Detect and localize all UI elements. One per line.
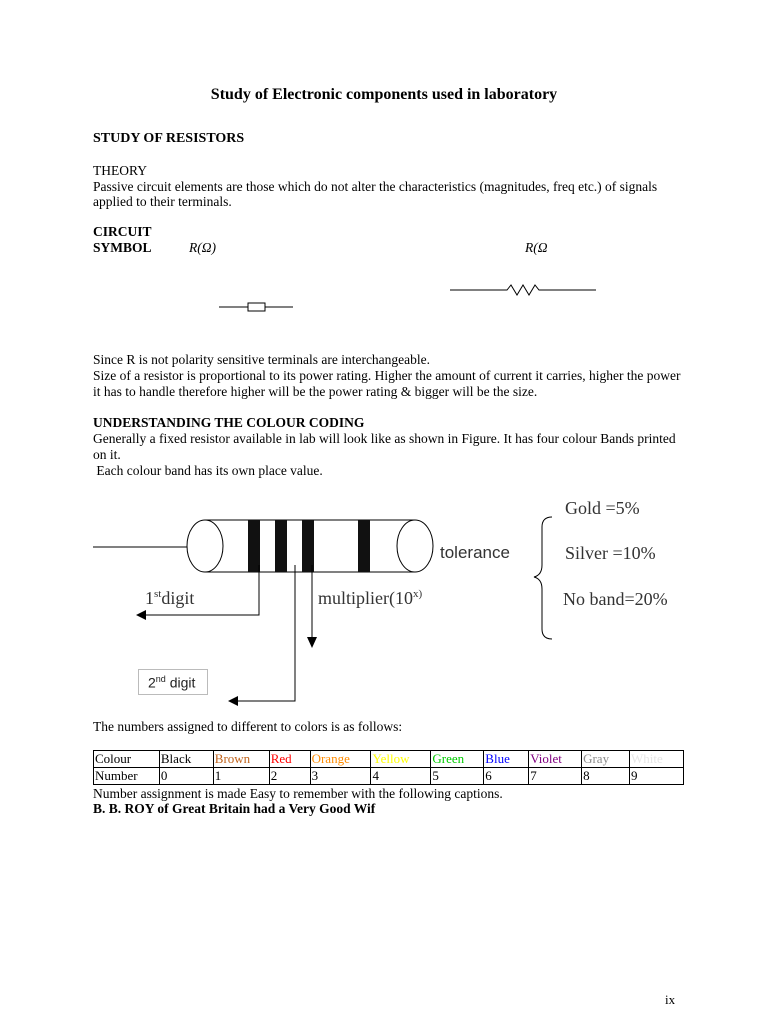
first-digit-label: 1stdigit [145, 588, 195, 608]
band-3 [302, 520, 314, 572]
multiplier-arrowhead [307, 637, 317, 648]
tolerance-brace [534, 517, 552, 639]
second-digit-label: 2nd digit [138, 669, 208, 695]
colour-cell: Orange [310, 751, 371, 768]
colour-cell: Black [159, 751, 213, 768]
colour-cell: Green [431, 751, 484, 768]
resistor-zigzag-symbol [447, 282, 599, 298]
second-digit-arrowhead [228, 696, 238, 706]
page-title: Study of Electronic components used in laboratory [210, 86, 558, 103]
section-heading-resistors: STUDY OF RESISTORS [93, 131, 245, 146]
band-4 [358, 520, 370, 572]
number-cell: 1 [213, 768, 269, 785]
multiplier-label: multiplier(10$^{x)}$ [318, 588, 423, 608]
number-cell: 7 [529, 768, 582, 785]
circuit-symbol-label [93, 224, 152, 256]
mnemonic-intro: Number assignment is made Easy to remember with the following captions. [93, 786, 503, 801]
colour-coding-heading: UNDERSTANDING THE COLOUR CODING [93, 415, 365, 430]
colour-code-table [93, 750, 684, 785]
colour-row [94, 751, 684, 768]
first-digit-arrowhead [136, 610, 146, 620]
tolerance-no-band: No band=20% [563, 589, 668, 609]
band-1 [248, 520, 260, 572]
symbol-left-label: R(Ω) [189, 240, 216, 255]
number-cell: 4 [371, 768, 431, 785]
resistor-box-symbol [215, 298, 297, 316]
number-cell: 5 [431, 768, 484, 785]
size-paragraph: Size of a resistor is proportional to its power rating. Higher the amount of current it carries, higher the power it has to handle therefore higher will be the power rating & bigger will be the size. [93, 368, 681, 399]
colour-cell: Blue [484, 751, 529, 768]
colour-cell: Red [269, 751, 310, 768]
resistor-left-cap [187, 520, 223, 572]
colour-coding-para1: Generally a fixed resistor available in lab will look like as shown in Figure. It has four colour Bands printed on it. [93, 431, 676, 462]
number-cell: 3 [310, 768, 371, 785]
theory-block [93, 163, 683, 210]
colour-cell: White [630, 751, 684, 768]
theory-label: THEORY [93, 163, 147, 178]
number-cell: 2 [269, 768, 310, 785]
number-cell: 0 [159, 768, 213, 785]
colour-cell: Brown [213, 751, 269, 768]
number-row [94, 768, 684, 785]
colour-cell: Violet [529, 751, 582, 768]
tolerance-silver: Silver =10% [565, 543, 656, 563]
resistor-right-cap [397, 520, 433, 572]
number-cell: 8 [582, 768, 630, 785]
numbers-intro: The numbers assigned to different to colors is as follows: [93, 719, 403, 734]
tolerance-gold: Gold =5% [565, 498, 640, 518]
page-number: ix [665, 992, 676, 1007]
number-cell: 9 [630, 768, 684, 785]
colour-cell: Yellow [371, 751, 431, 768]
circuit-label-line1: CIRCUIT [93, 224, 152, 239]
polarity-paragraph: Since R is not polarity sensitive terminals are interchangeable. [93, 352, 431, 367]
band-2 [275, 520, 287, 572]
colour-coding-para2: Each colour band has its own place value. [93, 463, 323, 478]
number-cell: 6 [484, 768, 529, 785]
colour-cell: Gray [582, 751, 630, 768]
colour-row-label: Colour [94, 751, 160, 768]
tolerance-label: tolerance [440, 543, 510, 562]
symbol-right-label: R(Ω [525, 240, 548, 255]
number-row-label: Number [94, 768, 160, 785]
circuit-label-line2: SYMBOL [93, 240, 152, 255]
mnemonic: B. B. ROY of Great Britain had a Very Good Wif [93, 801, 376, 816]
theory-text: Passive circuit elements are those which do not alter the characteristics (magnitudes, freq etc.) of signals applied to their terminals. [93, 178, 658, 209]
